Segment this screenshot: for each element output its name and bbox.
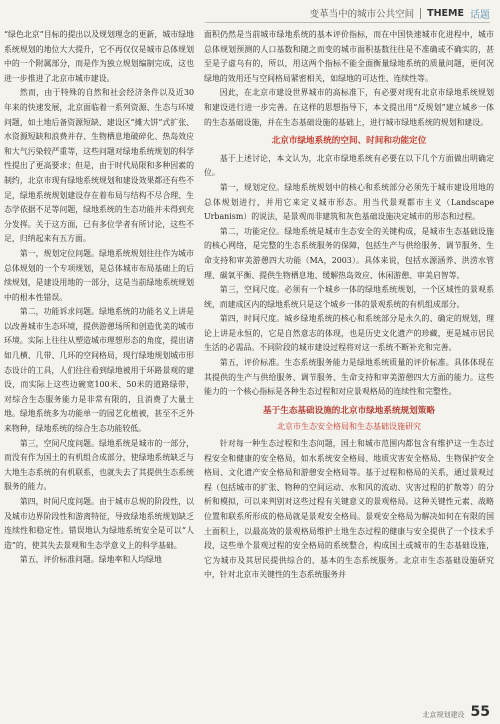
section-heading-1: 北京市绿地系统的空间、时间和功能定位	[271, 136, 427, 147]
right-end-paragraphs	[204, 437, 494, 583]
paragraph: 第五，评价标准问题。绿地率和人均绿地	[19, 555, 162, 565]
paragraph: 第一，规划定位。绿地系统规划中的核心和系统部分必须先于城市建设用地的总体规划进行，并用它来定义城市形态。用当代景观都市主义（Landscape Urbanism）的说法，是景观而非建筑和灰色基础设施决定城市的形态和过程。	[204, 182, 494, 222]
page-number: 55	[470, 704, 490, 720]
paragraph: “绿色北京”目标的提出以及规划理念的更新，城市绿地系统规划的地位大大提升，它不再仅仅是城市总体规划中的一个附属部分，而是作为独立规划编制完成，这也进一步推进了北京市城市建设。	[4, 30, 194, 83]
section-heading-2: 基于生态基础设施的北京市绿地系统规划策略	[263, 405, 435, 416]
paragraph: 第三，空间尺度问题。绿地系统是城市的一部分，而没有作为国土的有机组合成部分，使绿地系统缺乏与大地生态系统的有机联系，也就失去了其提供生态系统服务的能力。	[4, 438, 194, 492]
paragraph: 第四，时间尺度。城乡绿地系统的核心和系统部分是永久的、确定的规划，理论上讲是永恒的，它是自然意志的体现，也是历史文化遗产的珍藏，更是城市居民生活的必需品。不同阶段的城市建设过程将对这一系统不断补充和完善。	[204, 314, 494, 353]
paragraph: 面积仍然是当前城市绿地系统的基本评价指标，而在中国快速城市化进程中，城市总体规划预测的人口基数和随之而变的城市面积基数往往是不准确或不确实的，甚至是子虚乌有的，所以，用这两个指标不能全面衡量绿地系统的质量问题，更何况绿地的效用还与空间格局紧密相关，如绿地的可达性、连续性等。	[204, 30, 494, 83]
subsection-heading: 北京市生态安全格局和生态基础设施研究	[277, 422, 421, 432]
right-mid-paragraphs	[204, 152, 494, 400]
paragraph: 第五，评价标准。生态系统服务能力是绿地系统质量的评价标准。具体体现在其提供的生产与供给服务、调节服务、生命支持和审美游憩四大方面的能力。这些能力的一个核心指标是各种生态过程和对应景观格局的连续性和完整性。	[204, 358, 494, 397]
paragraph: 然而，由于特殊的自然和社会经济条件以及近30年来的快速发展，北京面临着一系列资源、生态与环境问题，如土地后备资源短缺、建设区“摊大饼”式扩张、水资源短缺和浪费并存、生物栖息地破碎化、热岛效应和大气污染较严重等，这些问题对绿地系统规划的科学性提出了更高要求；但是，由于时代局限和多种因素的制约，北京市现有绿地系统规划和建设效果都还有些不足，绿地系统规划建设存在着布局与结构不尽合理、生态学依据不足等问题，绿地系统的生态功能并未得到充分发挥。关于这方面，已有多位学者有所讨论，这些不足，归纳起来有五方面。	[4, 88, 194, 244]
paragraph: 第二，功能定位。绿地系统是城市生态安全的关键构成，是城市生态基础设施的核心网络，是完整的生态系统服务的保障，包括生产与供给服务、调节服务、生命支持和审美游憩四大功能（MA，2003）。具体来说，包括水源涵养、洪涝水管理、碳氧平衡、提供生物栖息地、缓解热岛效应、休闲游憩、审美启智等。	[204, 226, 494, 280]
left-column	[4, 28, 194, 568]
paragraph: 第四，时间尺度问题。由于城市总规的阶段性，以及城市边界阶段性和游离特征，导致绿地系统规划缺乏连续性和稳定性。错误地认为绿地系统安全是可以“人造”的，使其失去景观和生态学意义上的科学基础。	[4, 497, 194, 550]
right-column	[204, 28, 494, 583]
paragraph: 第二，功能诉求问题。绿地系统的功能名义上讲是以改善城市生态环境，提供游憩场所和创造优美的城市环境。实际上往往从塑造城市理想形态的角度，提出诸如几横、几带、几环的空间格局，现行绿地规划城市形态设计的工具，人们往往看到绿地被用于环路景观的建设，而实际上这些边碗宽100米、50米的道路绿带，对综合生态服务能力是非常有限的，且消费了大量土地。绿地系统多为功能单一的园艺化植被，甚至不乏外来物种，绿地系统的综合生态功能较低。	[4, 307, 194, 434]
paragraph: 第三，空间尺度。必须有一个城乡一体的绿地系统规划，一个区域性的景观系统，而建成区内的绿地系统只是这个城乡一体的景观系统的有机组成部分。	[204, 285, 494, 309]
section-title: 变革当中的城市公共空间	[309, 9, 415, 20]
paragraph: 第一，规划定位问题。绿地系统规划往往作为城市总体规划的一个专项规划，是总体城市布局基础上的后续规划，是建设用地的一部分，这是当前绿地系统规划中的根本性错误。	[4, 248, 194, 302]
page-footer	[423, 704, 490, 720]
paragraph: 基于上述讨论，本文认为，北京市绿地系统有必要在以下几个方面做出明确定位。	[204, 153, 494, 178]
right-intro-paragraphs	[204, 28, 494, 130]
running-header	[310, 4, 490, 22]
journal-name: 北京规划建设	[422, 711, 465, 719]
topic-label: 话题	[470, 9, 490, 21]
header-divider	[420, 8, 421, 19]
theme-label: THEME	[427, 7, 464, 19]
header-rule	[205, 22, 490, 23]
paragraph: 针对每一种生态过程和生态问题，国土和城市范围内都包含有维护这一生态过程安全和健康的安全格局，如水系统安全格局、地质灾害安全格局、生物保护安全格局、文化遗产安全格局和游憩安全格局等。基于过程和格局的关系，通过景观过程（包括城市的扩张、物种的空间运动、水和风的流动、灾害过程的扩散等）的分析和模拟，可以来判别对这些过程有关键意义的景观格局。这种关键性元素、战略位置和联系所形成的格局就是景观安全格局。景观安全格局为解决如何在有限的国土面积上，以最高效的景观格局维护土地生态过程的健康与安全提供了一个技术手段，这些单个景观过程的安全格局的系统整合，构成国土或城市的生态基础设施，它为城市及其居民提供综合的、基本的生态系统服务。北京市生态基础设施研究中，针对北京市关键性的生态系统服务并	[204, 439, 494, 580]
paragraph: 因此，在北京市建设世界城市的高标准下，有必要对现有北京市绿地系统规划和建设进行进一步完善。在这样的思想指导下，本文提出用“反规划”建立城乡一体的生态基础设施，并在生态基础设施的基础上，进行城市绿地系统的规划和建设。	[204, 88, 494, 127]
